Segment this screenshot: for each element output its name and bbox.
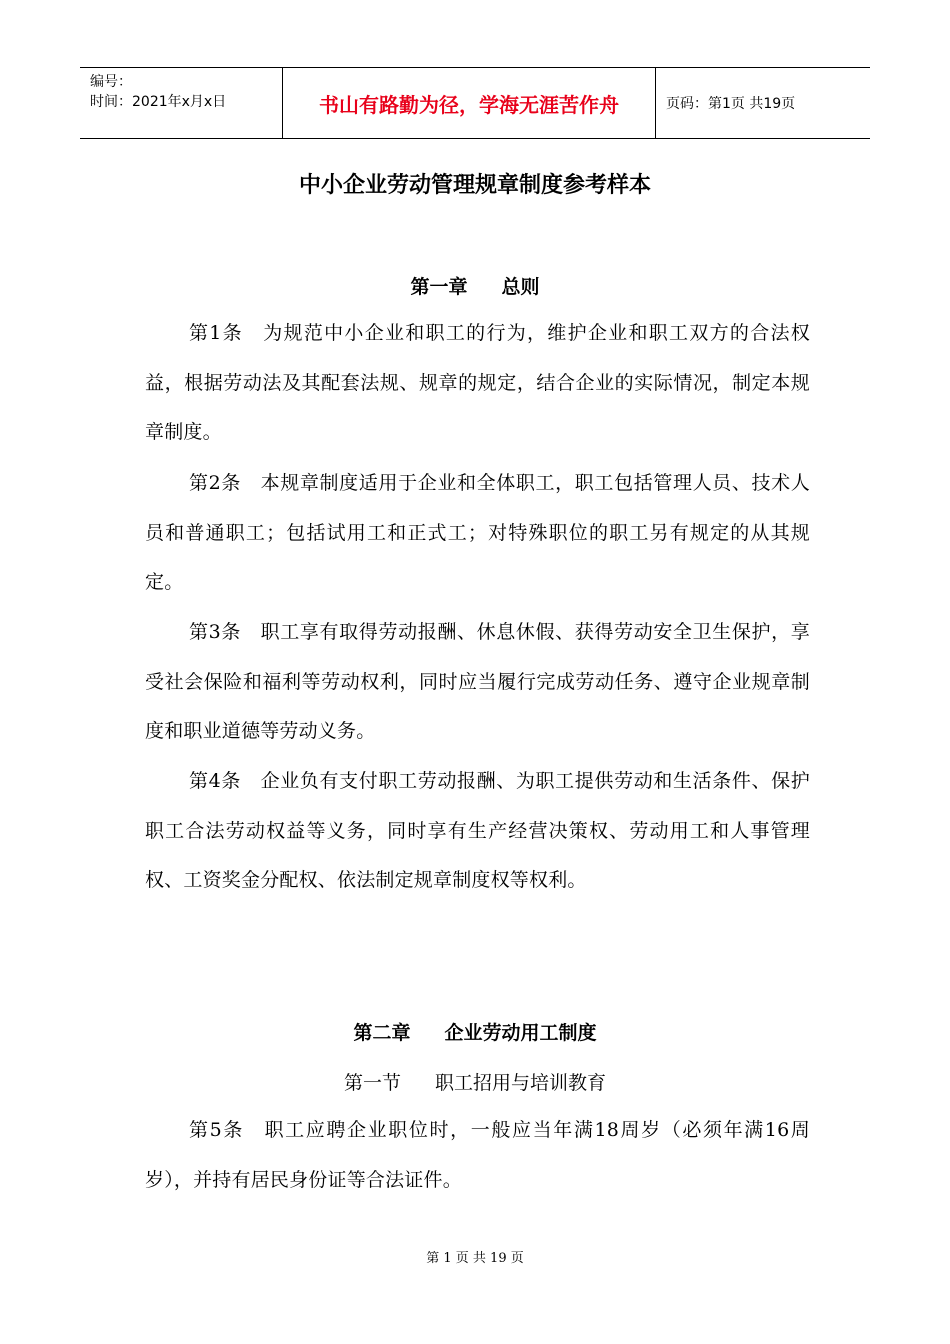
- page-footer: 第 1 页 共 19 页: [426, 1251, 524, 1266]
- article-1: 第1条 为规范中小企业和职工的行为，维护企业和职工双方的合法权益，根据劳动法及其配套法规、规章的规定，结合企业的实际情况，制定本规章制度。: [145, 322, 810, 443]
- header-meta: [80, 68, 282, 138]
- section-1-heading: [0, 1068, 950, 1095]
- chapter-1-heading: [0, 272, 950, 299]
- article-2: 第2条 本规章制度适用于企业和全体职工，职工包括管理人员、技术人员和普通职工；包括试用工和正式工；对特殊职位的职工另有规定的从其规定。: [145, 472, 810, 593]
- header-page-info: 页码：第1页 共19页: [666, 96, 796, 112]
- header-table: [80, 67, 870, 139]
- section-1-number: 第一节: [343, 1072, 401, 1094]
- chapter-2-number: 第二章: [353, 1022, 411, 1044]
- chapter-2-name: 企业劳动用工制度: [444, 1022, 597, 1044]
- chapter-1-name: 总则: [501, 276, 540, 298]
- article-3: 第3条 职工享有取得劳动报酬、休息休假、获得劳动安全卫生保护，享受社会保险和福利等劳动权利，同时应当履行完成劳动任务、遵守企业规章制度和职业道德等劳动义务。: [145, 621, 810, 742]
- time-label: 时间：2021年x月x日: [90, 94, 227, 110]
- chapter-2-heading: [0, 1018, 950, 1045]
- article-5: 第5条 职工应聘企业职位时，一般应当年满18周岁（必须年满16周岁），并持有居民身份证等合法证件。: [145, 1119, 810, 1191]
- section-1-name: 职工招用与培训教育: [435, 1072, 607, 1094]
- article-4: 第4条 企业负有支付职工劳动报酬、为职工提供劳动和生活条件、保护职工合法劳动权益等义务，同时享有生产经营决策权、劳动用工和人事管理权、工资奖金分配权、依法制定规章制度权等权利。: [145, 770, 810, 891]
- document-title: 中小企业劳动管理规章制度参考样本: [298, 173, 651, 198]
- chapter-1-number: 第一章: [410, 276, 468, 298]
- number-label: 编号：: [90, 74, 132, 90]
- header-motto: 书山有路勤为径，学海无涯苦作舟: [282, 68, 656, 138]
